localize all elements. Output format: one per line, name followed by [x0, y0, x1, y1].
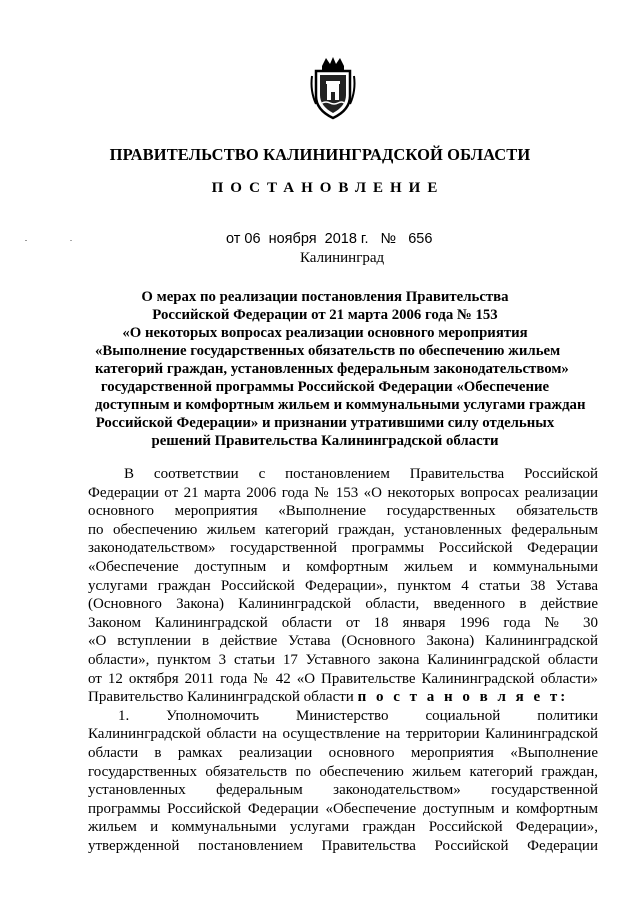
- body-line-decree: [88, 688, 598, 707]
- body-line: государственных обязательств по обеспечению жильем категорий граждан,: [88, 763, 598, 780]
- issuer-heading: ПРАВИТЕЛЬСТВО КАЛИНИНГРАДСКОЙ ОБЛАСТИ: [109, 145, 531, 164]
- scan-speck: [70, 240, 72, 241]
- title-line: доступным и комфортным жильем и коммунальными услугами граждан: [95, 397, 586, 413]
- body-line: В соответствии с постановлением Правительства Российской: [124, 466, 598, 482]
- body-line: Федерации от 21 марта 2006 года № 153 «О некоторых вопросах реализации: [88, 484, 598, 501]
- body-line: установленных федеральным законодательством» государственной: [88, 782, 598, 799]
- body-line: услугами граждан Российской Федерации», пунктом 4 статьи 38 Устава: [88, 577, 598, 594]
- body-line: законодательством» государственной программы Российской Федерации: [88, 540, 598, 557]
- decree-word: п о с т а н о в л я е т:: [357, 689, 569, 706]
- body-line: «Обеспечение доступным и комфортным жильем и коммунальными: [88, 558, 598, 575]
- body-line: «О вступлении в действие Устава (Основного Закона) Калининградской: [88, 633, 598, 650]
- body-line: жильем и коммунальными услугами граждан Российской Федерации»,: [88, 819, 598, 836]
- title-line: «Выполнение государственных обязательств по обеспечению жильем: [95, 343, 561, 359]
- coat-of-arms-icon: [308, 56, 358, 120]
- title-line: О мерах по реализации постановления Правительства: [141, 289, 509, 305]
- body-line: (Основного Закона) Калининградской области, введенного в действие: [88, 596, 598, 613]
- body-line: основного мероприятия «Выполнение государственных обязательств: [88, 503, 598, 520]
- title-line: решений Правительства Калининградской области: [151, 433, 499, 449]
- scan-speck: [25, 240, 27, 241]
- title-line: Российской Федерации от 21 марта 2006 года № 153: [152, 307, 498, 323]
- title-line: категорий граждан, установленных федеральным законодательством»: [95, 361, 569, 377]
- document-body: [88, 465, 598, 855]
- date-and-number: от 06 ноября 2018 г. № 656: [226, 231, 433, 247]
- body-line: области», пунктом 3 статьи 17 Уставного закона Калининградской области: [88, 651, 598, 668]
- body-line: Правительство Калининградской области: [88, 689, 354, 706]
- body-line: 1. Уполномочить Министерство социальной политики: [118, 707, 598, 724]
- body-line: Законом Калининградской области от 18 января 1996 года № 30: [88, 614, 598, 631]
- body-line: программы Российской Федерации «Обеспечение доступным и комфортным: [88, 800, 598, 817]
- title-line: государственной программы Российской Федерации «Обеспечение: [100, 379, 550, 395]
- body-line: области в рамках реализации основного мероприятия «Выполнение: [88, 744, 598, 761]
- document-type-heading: ПОСТАНОВЛЕНИЕ: [211, 180, 445, 196]
- body-line: Калининградской области на осуществление на территории Калининградской: [88, 726, 598, 743]
- body-line: от 12 октября 2011 года № 42 «О Правительстве Калининградской области»: [88, 670, 598, 687]
- document-title: [95, 288, 586, 450]
- issue-place: Калининград: [300, 250, 385, 266]
- title-line: Российской Федерации» и признании утратившими силу отдельных: [95, 415, 555, 431]
- body-line: утвержденной постановлением Правительства Российской Федерации: [88, 837, 598, 854]
- title-line: «О некоторых вопросах реализации основного мероприятия: [122, 325, 528, 341]
- body-line: по обеспечению жильем категорий граждан, установленных федеральным: [88, 521, 598, 538]
